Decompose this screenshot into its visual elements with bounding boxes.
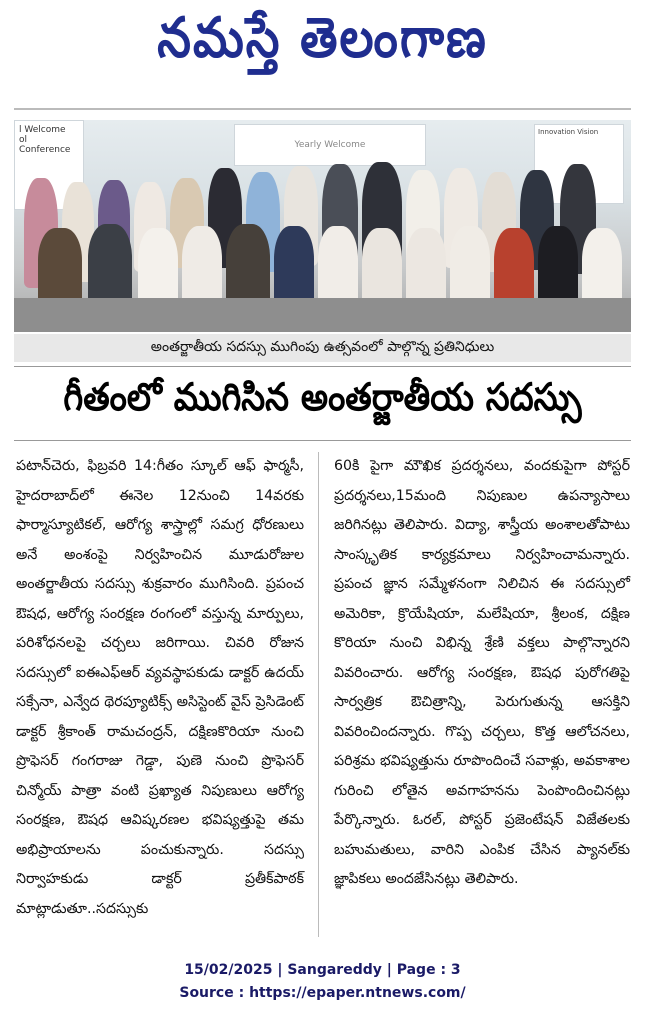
article-headline: గీతంలో ముగిసిన అంతర్జాతీయ సదస్సు xyxy=(63,375,582,420)
footer-source-link[interactable]: Source : https://epaper.ntnews.com/ xyxy=(179,985,466,1001)
news-photo xyxy=(14,120,631,332)
photo-banner-left: l Welcome ol Conference xyxy=(14,120,84,210)
photo-person xyxy=(406,228,446,308)
footer-date-line: 15/02/2025 | Sangareddy | Page : 3 xyxy=(184,962,461,978)
photo-person xyxy=(582,228,622,308)
photo-banner-center: Yearly Welcome xyxy=(234,124,426,166)
photo-person xyxy=(38,228,82,308)
photo-person xyxy=(138,228,178,308)
photo-person xyxy=(362,228,402,308)
photo-person xyxy=(318,226,358,308)
masthead-rule xyxy=(14,108,631,110)
masthead-title: నమస్తే తెలంగాణ xyxy=(157,5,488,71)
article-column-left: పటాన్‌చెరు, ఫిబ్రవరి 14:గీతం స్కూల్ ఆఫ్ ఫార్మసీ, హైదరాబాద్‌లో ఈనెల 12నుంచి 14వరకు ఫార్మాస్యూటికల్, ఆరోగ్య శాస్త్రాల్లో సమగ్ర ధోరణులు అనే అంశంపై నిర్వహించిన మూడురోజుల అంతర్జాతీయ సదస్సు శుక్రవారం ముగిసింది. ప్రపంచ ఔషధ, ఆరోగ్య సంరక్షణ రంగంలో వస్తున్న మార్పులు, పరిశోధనలపై చర్చలు జరిగాయి. చివరి రోజున సదస్సులో ఐఈఎఫ్ఆర్ వ్యవస్థాపకుడు డాక్టర్ ఉదయ్ సక్సేనా, ఎన్వేద థెరప్యూటిక్స్ అసిస్టెంట్ వైస్ ప్రెసిడెంట్ డాక్టర్ శ్రీకాంత్ రామచంద్రన్, దక్షిణకొరియా నుంచి ప్రొఫెసర్ గంగరాజు గెడ్డా, పుణె నుంచి ప్రొఫెసర్ చిన్మోయ్ పాత్రా వంటి ప్రఖ్యాత నిపుణులు ఆరోగ్య సంరక్షణ, ఔషధ ఆవిష్కరణల భవిష్యత్తుపై తమ అభిప్రాయాలను పంచుకున్నారు. సదస్సు నిర్వాహకుడు డాక్టర్ ప్రతీక్‌పాఠక్ మాట్లాడుతూ..సదస్సుకు xyxy=(16,458,304,917)
photo-caption: అంతర్జాతీయ సదస్సు ముగింపు ఉత్సవంలో పాల్గొన్న ప్రతినిధులు xyxy=(14,334,631,362)
article-column-right: 60కి పైగా మౌఖిక ప్రదర్శనలు, వందకుపైగా పోస్టర్ ప్రదర్శనలు,15మంది నిపుణుల ఉపన్యాసాలు జరిగినట్లు తెలిపారు. విద్యా, శాస్త్రీయ అంశాలతోపాటు సాంస్కృతిక కార్యక్రమాలు నిర్వహించామన్నారు. ప్రపంచ జ్ఞాన సమ్మేళనంగా నిలిచిన ఈ సదస్సులో అమెరికా, క్రొయేషియా, మలేషియా, శ్రీలంక, దక్షిణ కొరియా నుంచి విభిన్న శ్రేణి వక్తలు పాల్గొన్నారని వివరించారు. ఆరోగ్య సంరక్షణ, ఔషధ పురోగతిపై సార్వత్రిక ఔచిత్రాన్ని, పెరుగుతున్న ఆసక్తిని వివరించిందన్నారు. గొప్ప చర్చలు, కొత్త ఆలోచనలు, పరిశ్రమ భవిష్యత్తును రూపొందించే సవాళ్లు, అవకాశాల గురించి లోతైన అవగాహనను పెంపొందించినట్లు పేర్కొన్నారు. ఓరల్, పోస్టర్ ప్రజెంటేషన్ విజేతలకు బహుమతులు, వారిని ఎంపిక చేసిన ప్యానల్‌కు జ్ఞాపికలు అందజేసినట్లు తెలిపారు. xyxy=(334,458,630,887)
photo-stage-floor xyxy=(14,298,631,332)
photo-person xyxy=(450,226,490,308)
headline-rule-bottom xyxy=(14,440,631,441)
photo-person xyxy=(88,224,132,308)
photo-person xyxy=(226,224,270,308)
masthead xyxy=(0,0,645,90)
photo-banner-right: Innovation Vision xyxy=(534,124,624,204)
photo-person xyxy=(538,226,578,308)
photo-person xyxy=(494,228,534,308)
photo-person xyxy=(274,226,314,308)
photo-person xyxy=(182,226,222,308)
column-divider xyxy=(318,452,319,937)
